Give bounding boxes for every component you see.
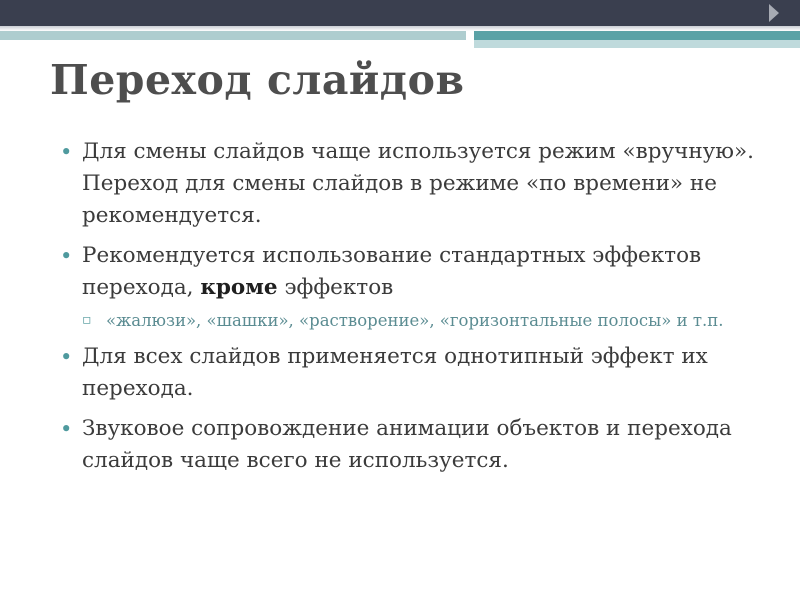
bullet-item-3 [58, 341, 758, 405]
bullet-icon: • [60, 140, 73, 164]
sub-bullet-text: «жалюзи», «шашки», «растворение», «горизонтальные полосы» и т.п. [106, 311, 724, 330]
bullet-icon: • [60, 345, 73, 369]
bullet-item-2 [58, 240, 758, 304]
bullet-item-1 [58, 136, 758, 232]
bullet-item-4 [58, 413, 758, 477]
bullet-list [58, 136, 758, 485]
slide-title: Переход слайдов [50, 56, 465, 104]
bullet-icon: • [60, 244, 73, 268]
bullet-text: Звуковое сопровождение анимации объектов и перехода слайдов чаще всего не используется. [82, 416, 732, 473]
bullet-icon: • [60, 417, 73, 441]
accent-stripe-right [474, 31, 800, 40]
chevron-right-icon [769, 4, 779, 22]
bullet-text: Для смены слайдов чаще используется режим «вручную». Переход для смены слайдов в режиме «по времени» не рекомендуется. [82, 139, 755, 228]
sub-bullet-item [58, 308, 758, 333]
bold-word: кроме [200, 275, 278, 300]
top-bar [0, 0, 800, 26]
bullet-text-tail: эффектов [277, 275, 394, 300]
bullet-text: Рекомендуется использование стандартных эффектов перехода, [82, 243, 702, 300]
bullet-text: Для всех слайдов применяется однотипный эффект их перехода. [82, 344, 708, 401]
accent-stripe-right-lower [474, 40, 800, 48]
accent-stripe-left [0, 31, 466, 40]
sub-bullet-icon: ▫ [82, 312, 92, 328]
